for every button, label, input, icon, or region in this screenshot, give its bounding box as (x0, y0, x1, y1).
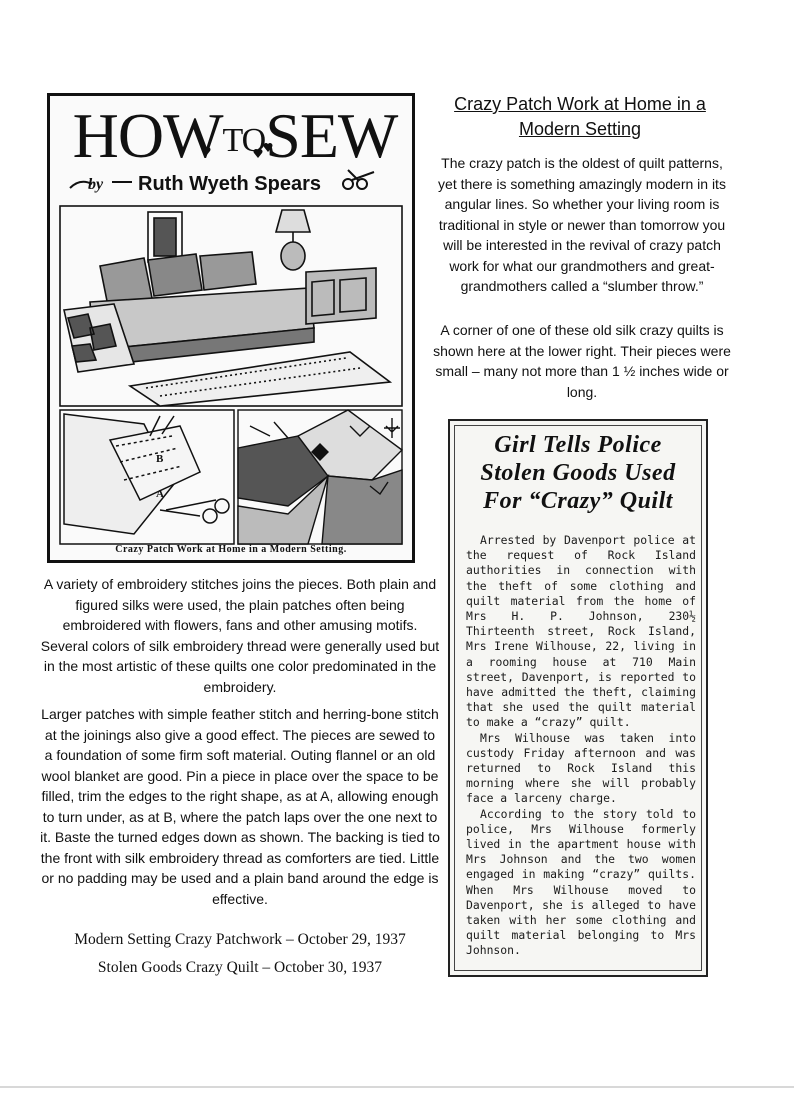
article-title (425, 92, 735, 142)
diagram-label-b: B (156, 453, 164, 465)
illustration-caption: Crazy Patch Work at Home in a Modern Setting. (115, 544, 347, 555)
living-room-scene (60, 206, 402, 406)
article-intro-paragraph: The crazy patch is the oldest of quilt patterns, yet there is something amazingly modern in its angular lines. So whether your living room is traditional in style or newer than tomorrow you will be interested in the revival of crazy patch work for what our grandmothers and great-grandmothers called a “slumber throw.” (438, 155, 726, 294)
headline-line-3: For “Crazy” Quilt (483, 488, 673, 514)
clipping-paragraph-3: According to the story told to police, Mrs Wilhouse formerly lived in the apartment house with Mrs Johnson and the two women engaged in making “crazy” quilts. When Mrs Wilhouse moved to Davenport, she is alleged to have taken with her some clothing and quilt material belonging to Mrs Johnson. (466, 806, 696, 958)
article-title-line-1: Crazy Patch Work at Home in a (454, 94, 706, 114)
headline-line-1: Girl Tells Police (494, 432, 662, 458)
title-sew: SEW (265, 100, 398, 171)
diagram-label-a: A (156, 488, 164, 500)
article-title-line-2: Modern Setting (518, 119, 642, 139)
article-corner-paragraph: A corner of one of these old silk crazy quilts is shown here at the lower right. Their pieces were small – many not more than 1 ½ inches wide or long. (433, 322, 731, 400)
stitching-diagram (60, 410, 234, 544)
newspaper-clipping (448, 419, 708, 977)
how-to-sew-illustration (47, 93, 415, 563)
title-how: HOW (72, 100, 223, 171)
clipping-paragraph-1: Arrested by Davenport police at the request of Rock Island authorities in connection with the theft of some clothing and quilt material from the home of Mrs H. P. Johnson, 230½ Thirteenth street, Rock Island, Mrs Irene Wilhouse, 22, living in a rooming house at 710 Main street, Davenport, is reported to have admitted the theft, claiming that she used the quilt material to make a “crazy” quilt. (466, 533, 696, 730)
clipping-headline (458, 431, 698, 515)
crazy-quilt-detail (238, 410, 402, 544)
body-paragraph-1: A variety of embroidery stitches joins the pieces. Both plain and figured silks were used, the plain patches often being embroidered with flowers, fans and other amusing motifs. Several colors of silk embroidery thread were generally used but in the most artistic of these quilts one color predominated in the embroidery. (40, 576, 440, 695)
clipping-body (466, 533, 696, 959)
source-date-2: Stolen Goods Crazy Quilt – October 30, 1937 (97, 959, 383, 976)
page-edge-divider (0, 1086, 794, 1088)
source-date-1: Modern Setting Crazy Patchwork – October 29, 1937 (74, 931, 406, 948)
illustration-title (60, 100, 410, 177)
byline-by: by (88, 176, 104, 193)
clipping-paragraph-2: Mrs Wilhouse was taken into custody Friday afternoon and was returned to Rock Island this morning where she will probably face a larceny charge. (466, 730, 696, 806)
title-to: TO (222, 122, 266, 159)
headline-line-2: Stolen Goods Used (480, 460, 676, 486)
author-name: Ruth Wyeth Spears (138, 173, 321, 195)
body-paragraph-2: Larger patches with simple feather stitch and herring-bone stitch at the joinings also give a good effect. The pieces are sewed to a foundation of some firm soft material. Outing flannel or an old wool blanket are good. Pin a piece in place over the space to be filled, trim the edges to the right shape, as at A, allowing enough to turn under, as at B, where the patch laps over the one next to it. Baste the turned edges down as shown. The backing is tied to the front with silk embroidery thread as comforters are tied. Little or no padding may be used and a plain band around the edge is effective. (40, 706, 440, 907)
